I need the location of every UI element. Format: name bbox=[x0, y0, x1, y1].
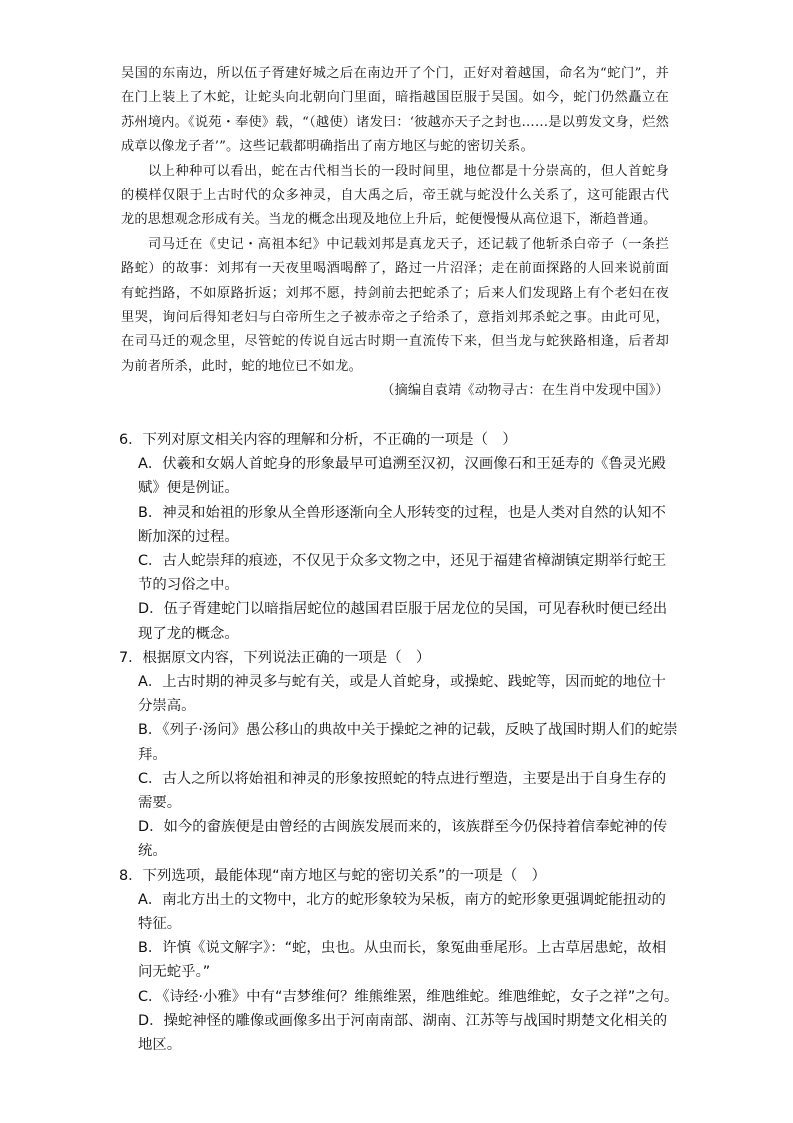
option-a: A．伏羲和女娲人首蛇身的形象最早可追溯至汉初，汉画像石和王延寿的《鲁灵光殿赋》便是例证。 bbox=[138, 456, 666, 497]
question-8 bbox=[119, 864, 679, 1058]
option-b: B．许慎《说文解字》：“蛇，虫也。从虫而长，象冤曲垂尾形。上古草居患蛇，故相问无蛇乎。” bbox=[138, 940, 667, 981]
option-c: C．古人蛇崇拜的痕迹，不仅见于众多文物之中，还见于福建省樟湖镇定期举行蛇王节的习俗之中。 bbox=[138, 553, 667, 594]
questions-section bbox=[119, 428, 679, 1057]
question-stem: 7．根据原文内容，下列说法正确的一项是（ ） bbox=[119, 649, 431, 666]
question-6 bbox=[119, 428, 679, 646]
option-a: A．上古时期的神灵多与蛇有关，或是人首蛇身，或操蛇、践蛇等，因而蛇的地位十分崇高。 bbox=[138, 674, 666, 715]
option-b: B．神灵和始祖的形象从全兽形逐渐向全人形转变的过程，也是人类对自然的认知不断加深的过程。 bbox=[138, 504, 666, 545]
option-d: D．操蛇神怪的雕像或画像多出于河南南部、湖南、江苏等与战国时期楚文化相关的地区。 bbox=[138, 1012, 668, 1054]
option-b: B．《列子·汤问》愚公移山的典故中关于操蛇之神的记载，反映了战国时期人们的蛇崇拜。 bbox=[138, 722, 678, 763]
question-stem: 6．下列对原文相关内容的理解和分析，不正确的一项是（ ） bbox=[119, 432, 517, 448]
question-7 bbox=[119, 646, 679, 864]
question-stem: 8．下列选项，最能体现“南方地区与蛇的密切关系”的一项是（ ） bbox=[119, 867, 547, 884]
option-d: D．如今的畲族便是由曾经的古闽族发展而来的，该族群至今仍保持着信奉蛇神的传统。 bbox=[138, 819, 668, 860]
passage-paragraph: 司马迁在《史记・高祖本纪》中记载刘邦是真龙天子，还记载了他斩杀白帝子（一条拦路蛇）的故事：刘邦有一天夜里喝酒喝醉了，路过一片沼泽；走在前面探路的人回来说前面有蛇挡路，不如原路折返；刘邦不愿，持剑前去把蛇杀了；后来人们发现路上有个老妇在夜里哭，询问后得知老妇与白帝所生之子被赤帝之子给杀了，意指刘邦杀蛇之事。由此可见，在司马迁的观念里，尽管蛇的传说自远古时期一直流传下来，但当龙与蛇狭路相逢，后者却为前者所杀，此时，蛇的地位已不如龙。 bbox=[121, 236, 669, 374]
option-c: C．《诗经·小雅》中有“吉梦维何？维熊维罴，维虺维蛇。维虺维蛇，女子之祥”之句。 bbox=[138, 988, 679, 1005]
passage-paragraph: 以上种种可以看出，蛇在古代相当长的一段时间里，地位都是十分崇高的，但人首蛇身的模样仅限于上古时代的众多神灵，自大禹之后，帝王就与蛇没什么关系了，这可能跟古代龙的思想观念形成有关。当龙的概念出现及地位上升后，蛇便慢慢从高位退下，渐趋普通。 bbox=[121, 163, 669, 228]
reading-passage bbox=[121, 62, 669, 404]
passage-source: （摘编自袁靖《动物寻古：在生肖中发现中国》） bbox=[381, 383, 669, 399]
option-c: C．古人之所以将始祖和神灵的形象按照蛇的特点进行塑造，主要是出于自身生存的需要。 bbox=[138, 770, 667, 812]
passage-paragraph: 吴国的东南边，所以伍子胥建好城之后在南边开了个门，正好对着越国，命名为“蛇门”，并在门上装上了木蛇，让蛇头向北朝向门里面，暗指越国臣服于吴国。如今，蛇门仍然矗立在苏州境内。《说苑・奉使》载，“（越使）诸发曰：‘彼越亦天子之封也……是以剪发文身，烂然成章以像龙子者’”。这些记载都明确指出了南方地区与蛇的密切关系。 bbox=[121, 66, 669, 155]
option-a: A．南北方出土的文物中，北方的蛇形象较为呆板，南方的蛇形象更强调蛇能扭动的特征。 bbox=[138, 891, 666, 933]
option-d: D．伍子胥建蛇门以暗指居蛇位的越国君臣服于居龙位的吴国，可见春秋时便已经出现了龙的概念。 bbox=[138, 601, 668, 642]
